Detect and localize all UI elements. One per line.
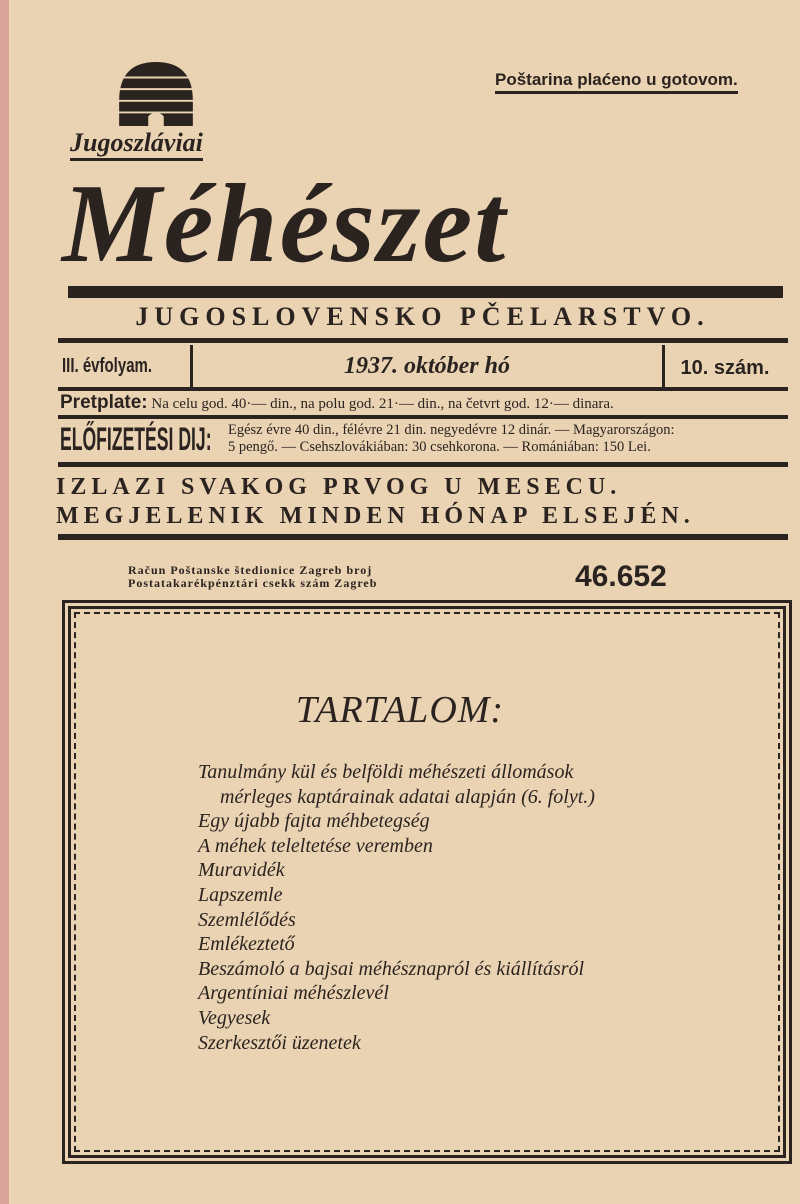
subscription-hu-label: ELŐFIZETÉSI DIJ: [60,421,212,457]
postage-note: Poštarina plaćeno u gotovom. [495,70,738,94]
masthead-title: Méhészet [62,162,508,286]
masthead-subtitle: JUGOSLOVENSKO PČELARSTVO. [135,302,710,331]
divider [58,415,788,419]
contents-list [198,760,595,1055]
subscription-sr-text: Na celu god. 40·— din., na polu god. 21·— din., na četvrt god. 12·— dinara. [151,396,614,412]
list-item: mérleges kaptárainak adatai alapján (6. folyt.) [220,785,595,808]
divider [58,534,788,540]
masthead-prefix: Jugoszláviai [70,128,203,161]
account-line1: Račun Poštanske štedionice Zagreb broj [128,563,373,577]
divider [58,338,788,343]
beehive-logo-icon [108,62,204,126]
list-item: Argentíniai méhészlevél [198,982,389,1005]
list-item: Vegyesek [198,1006,271,1029]
subscription-sr [60,392,614,415]
list-item: Egy újabb fajta méhbetegség [198,810,430,833]
subscription-hu-line2: 5 pengő. — Csehszlovákiában: 30 csehkorona. — Romániában: 150 Lei. [228,439,651,455]
account-line2: Postatakarékpénztári csekk szám Zagreb [128,576,378,590]
account-number: 46.652 [575,560,667,593]
account-info [128,564,377,590]
divider [68,286,783,298]
list-item: Beszámoló a bajsai méhésznapról és kiállításról [198,957,585,980]
page-edge [0,0,9,1204]
frequency-sr: IZLAZI SVAKOG PRVOG U MESECU. [56,474,622,500]
subscription-hu-line1: Egész évre 40 din., félévre 21 din. negyedévre 12 dinár. — Magyarországon: [228,422,675,438]
volume: III. évfolyam. [62,355,153,377]
divider [58,462,788,467]
list-item: Tanulmány kül és belföldi méhészeti állomások [198,761,574,783]
list-item: A méhek teleltetése veremben [198,834,433,857]
list-item: Lapszemle [198,883,283,906]
divider [58,387,788,391]
list-item: Szemlélődés [198,908,296,931]
list-item: Muravidék [198,859,285,882]
subscription-hu-text [228,422,675,456]
subscription-sr-label: Pretplate: [60,392,148,413]
issue-date: 1937. október hó [343,353,510,379]
contents-title: TARTALOM: [295,689,505,731]
list-item: Szerkesztői üzenetek [198,1031,361,1054]
frequency-hu: MEGJELENIK MINDEN HÓNAP ELSEJÉN. [56,503,695,529]
list-item: Emlékeztető [198,933,295,956]
issue-number: 10. szám. [680,357,770,379]
